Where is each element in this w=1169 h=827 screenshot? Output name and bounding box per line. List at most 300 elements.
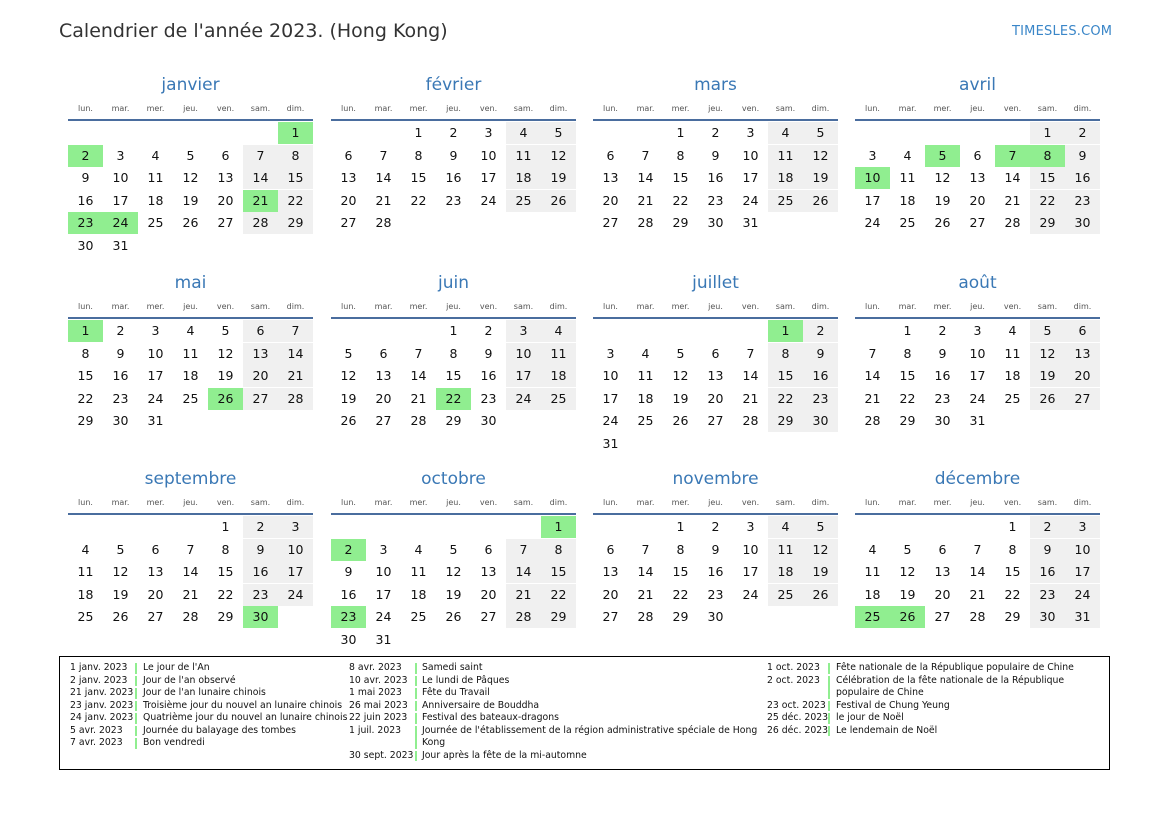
day-cell: 14 xyxy=(742,368,759,383)
day-cell: 9 xyxy=(711,147,720,163)
legend-date: 2 janv. 2023 xyxy=(70,674,128,686)
day-cell: 17 xyxy=(742,564,759,579)
month-rule xyxy=(331,317,576,319)
day-cell: 21 xyxy=(278,365,313,387)
day-cell: 17 xyxy=(147,368,164,383)
legend-holiday-name: le jour de Noël xyxy=(836,712,904,723)
day-cell: 25 xyxy=(637,413,654,428)
day-cell: 22 xyxy=(1004,586,1021,602)
day-cell: 6 xyxy=(973,147,982,163)
day-cell: 19 xyxy=(803,561,838,583)
legend-marker xyxy=(415,688,417,699)
day-cell: 24 xyxy=(147,390,164,406)
day-cell: 28 xyxy=(243,212,278,234)
weekday-label: sam. xyxy=(513,302,534,311)
day-cell: 31 xyxy=(602,435,619,451)
day-cell: 15 xyxy=(1030,167,1065,189)
day-cell: 24 xyxy=(864,215,881,230)
weekday-label: ven. xyxy=(1003,302,1022,311)
day-cell: 22 xyxy=(410,192,427,208)
day-cell: 5 xyxy=(186,147,195,163)
day-cell: 22 xyxy=(77,390,94,406)
day-cell: 18 xyxy=(768,561,803,583)
day-cell: 19 xyxy=(934,192,951,208)
day-cell: 3 xyxy=(151,323,160,338)
day-cell: 31 xyxy=(147,413,164,428)
weekday-label: sam. xyxy=(775,302,796,311)
weekday-label: sam. xyxy=(1037,498,1058,507)
weekday-label: mer. xyxy=(671,302,690,311)
day-cell: 11 xyxy=(147,170,164,185)
day-cell: 15 xyxy=(672,170,689,185)
weekday-label: mer. xyxy=(671,498,690,507)
legend-date: 1 mai 2023 xyxy=(349,687,402,698)
weekday-label: lun. xyxy=(603,104,618,113)
day-cell: 27 xyxy=(707,413,724,428)
day-cell: 4 xyxy=(186,323,195,338)
day-cell: 24 xyxy=(506,388,541,410)
day-cell: 13 xyxy=(602,564,619,579)
legend-marker xyxy=(135,688,137,699)
day-cell: 8 xyxy=(278,145,313,167)
day-cell: 26 xyxy=(672,413,689,428)
day-cell: 21 xyxy=(637,192,654,208)
day-cell: 31 xyxy=(1065,606,1100,628)
day-cell: 27 xyxy=(375,413,392,428)
day-cell: 30 xyxy=(1030,606,1065,628)
day-cell: 20 xyxy=(1065,365,1100,387)
day-cell: 2 xyxy=(711,519,720,534)
day-cell: 1 xyxy=(414,125,423,140)
month-rule xyxy=(68,317,313,319)
day-cell: 8 xyxy=(1008,541,1017,557)
day-cell: 8 xyxy=(449,345,458,361)
day-cell: 16 xyxy=(445,170,462,185)
day-cell: 7 xyxy=(973,541,982,557)
legend-holiday-name: Le lundi de Pâques xyxy=(422,674,510,686)
day-cell: 15 xyxy=(410,170,427,185)
day-cell: 20 xyxy=(375,390,392,406)
day-cell: 26 xyxy=(1030,388,1065,410)
day-cell: 6 xyxy=(484,541,493,557)
month-title: octobre xyxy=(421,469,486,489)
day-cell: 20 xyxy=(934,586,951,602)
day-cell: 24 xyxy=(742,586,759,602)
day-cell: 18 xyxy=(147,192,164,208)
day-cell: 9 xyxy=(1030,539,1065,561)
day-cell: 22 xyxy=(541,584,576,606)
day-cell: 12 xyxy=(803,539,838,561)
day-cell: 14 xyxy=(637,564,654,579)
legend-holiday-name: Fête du Travail xyxy=(422,687,490,698)
day-cell: 3 xyxy=(116,147,125,163)
day-cell: 5 xyxy=(449,541,458,557)
day-cell: 26 xyxy=(803,584,838,606)
day-cell: 26 xyxy=(445,609,462,624)
day-cell: 21 xyxy=(742,390,759,406)
day-cell: 21 xyxy=(1004,192,1021,208)
day-cell: 29 xyxy=(217,609,234,624)
day-cell: 2 xyxy=(938,323,947,338)
day-cell: 1 xyxy=(903,323,912,338)
day-cell: 11 xyxy=(182,345,199,361)
day-cell: 29 xyxy=(672,609,689,624)
legend-marker xyxy=(415,726,417,749)
day-cell: 15 xyxy=(899,368,916,383)
day-cell: 15 xyxy=(278,167,313,189)
month-title: novembre xyxy=(672,469,759,489)
day-cell: 23 xyxy=(112,390,129,406)
legend-date: 1 oct. 2023 xyxy=(767,662,820,673)
day-cell: 13 xyxy=(1065,343,1100,365)
weekday-label: dim. xyxy=(1073,498,1092,507)
day-cell: 13 xyxy=(340,170,357,185)
weekday-label: sam. xyxy=(775,498,796,507)
day-cell: 29 xyxy=(1030,212,1065,234)
day-cell: 4 xyxy=(768,516,803,538)
day-cell: 22 xyxy=(768,388,803,410)
day-cell: 20 xyxy=(147,586,164,602)
day-cell: 3 xyxy=(746,519,755,534)
day-cell: 1 xyxy=(68,320,103,342)
day-cell: 30 xyxy=(480,413,497,428)
day-cell: 20 xyxy=(217,192,234,208)
day-cell: 2 xyxy=(116,323,125,338)
month-title: août xyxy=(958,273,997,293)
weekday-label: sam. xyxy=(250,302,271,311)
site-link[interactable]: TIMESLES.COM xyxy=(1012,24,1113,39)
legend-date: 22 juin 2023 xyxy=(349,712,408,723)
legend-holiday-name: Célébration de la fête nationale de la République populaire de Chine xyxy=(836,674,1065,698)
weekday-label: lun. xyxy=(865,498,880,507)
day-cell: 22 xyxy=(278,190,313,212)
day-cell: 17 xyxy=(864,192,881,208)
day-cell: 18 xyxy=(77,586,94,602)
day-cell: 12 xyxy=(934,170,951,185)
day-cell: 26 xyxy=(803,190,838,212)
day-cell: 10 xyxy=(855,167,890,189)
day-cell: 17 xyxy=(602,390,619,406)
day-cell: 28 xyxy=(742,413,759,428)
day-cell: 16 xyxy=(1065,167,1100,189)
day-cell: 25 xyxy=(855,606,890,628)
day-cell: 20 xyxy=(602,192,619,208)
legend-date: 2 oct. 2023 xyxy=(767,674,820,686)
weekday-label: mer. xyxy=(146,104,165,113)
day-cell: 5 xyxy=(221,323,230,338)
day-cell: 10 xyxy=(742,541,759,557)
weekday-label: sam. xyxy=(250,104,271,113)
day-cell: 8 xyxy=(541,539,576,561)
legend-holiday-name: Quatrième jour du nouvel an lunaire chinois xyxy=(143,712,348,723)
day-cell: 29 xyxy=(672,215,689,230)
day-cell: 22 xyxy=(672,192,689,208)
day-cell: 15 xyxy=(77,368,94,383)
weekday-label: mer. xyxy=(933,498,952,507)
day-cell: 28 xyxy=(637,215,654,230)
day-cell: 3 xyxy=(606,345,615,361)
day-cell: 7 xyxy=(278,320,313,342)
day-cell: 20 xyxy=(243,365,278,387)
day-cell: 5 xyxy=(116,541,125,557)
day-cell: 6 xyxy=(1065,320,1100,342)
day-cell: 23 xyxy=(1065,190,1100,212)
month-rule xyxy=(855,513,1100,515)
day-cell: 4 xyxy=(641,345,650,361)
day-cell: 24 xyxy=(602,413,619,428)
day-cell: 21 xyxy=(182,586,199,602)
legend-marker xyxy=(135,663,137,674)
legend-marker xyxy=(415,751,417,762)
day-cell: 6 xyxy=(606,147,615,163)
weekday-label: mer. xyxy=(146,498,165,507)
day-cell: 23 xyxy=(934,390,951,406)
weekday-label: mar. xyxy=(111,104,130,113)
day-cell: 8 xyxy=(676,541,685,557)
weekday-label: jeu. xyxy=(446,302,461,311)
day-cell: 2 xyxy=(68,145,103,167)
month-rule xyxy=(331,119,576,121)
weekday-label: sam. xyxy=(1037,302,1058,311)
day-cell: 18 xyxy=(864,586,881,602)
day-cell: 19 xyxy=(899,586,916,602)
day-cell: 13 xyxy=(147,564,164,579)
day-cell: 7 xyxy=(641,147,650,163)
day-cell: 26 xyxy=(208,388,243,410)
weekday-label: jeu. xyxy=(708,498,723,507)
day-cell: 17 xyxy=(969,368,986,383)
day-cell: 8 xyxy=(768,343,803,365)
day-cell: 11 xyxy=(506,145,541,167)
day-cell: 15 xyxy=(217,564,234,579)
day-cell: 29 xyxy=(1004,609,1021,624)
day-cell: 8 xyxy=(903,345,912,361)
day-cell: 3 xyxy=(379,541,388,557)
page-title: Calendrier de l'année 2023. (Hong Kong) xyxy=(59,20,448,42)
day-cell: 7 xyxy=(379,147,388,163)
day-cell: 25 xyxy=(506,190,541,212)
weekday-label: jeu. xyxy=(183,498,198,507)
day-cell: 22 xyxy=(899,390,916,406)
day-cell: 5 xyxy=(676,345,685,361)
day-cell: 18 xyxy=(899,192,916,208)
day-cell: 13 xyxy=(969,170,986,185)
legend-holiday-name: Jour après la fête de la mi-automne xyxy=(422,749,587,761)
legend-date: 7 avr. 2023 xyxy=(70,737,123,748)
day-cell: 20 xyxy=(707,390,724,406)
day-cell: 10 xyxy=(1065,539,1100,561)
weekday-label: lun. xyxy=(865,104,880,113)
day-cell: 2 xyxy=(449,125,458,140)
day-cell: 14 xyxy=(375,170,392,185)
day-cell: 5 xyxy=(903,541,912,557)
day-cell: 16 xyxy=(803,365,838,387)
month-rule xyxy=(593,317,838,319)
day-cell: 24 xyxy=(278,584,313,606)
day-cell: 24 xyxy=(742,192,759,208)
day-cell: 5 xyxy=(803,122,838,144)
day-cell: 16 xyxy=(480,368,497,383)
legend-date: 23 oct. 2023 xyxy=(767,699,826,711)
weekday-label: jeu. xyxy=(708,104,723,113)
day-cell: 28 xyxy=(410,413,427,428)
day-cell: 10 xyxy=(375,564,392,579)
day-cell: 9 xyxy=(116,345,125,361)
legend-holiday-name: Journée de l'établissement de la région administrative spéciale de Hong Kong xyxy=(422,724,758,748)
day-cell: 29 xyxy=(899,413,916,428)
day-cell: 25 xyxy=(768,190,803,212)
day-cell: 17 xyxy=(375,586,392,602)
month-rule xyxy=(68,119,313,121)
month-rule xyxy=(68,513,313,515)
legend-date: 26 mai 2023 xyxy=(349,699,408,711)
day-cell: 30 xyxy=(340,631,357,647)
legend-marker xyxy=(828,663,830,674)
day-cell: 4 xyxy=(903,147,912,163)
day-cell: 10 xyxy=(480,147,497,163)
day-cell: 21 xyxy=(864,390,881,406)
weekday-label: mar. xyxy=(898,498,917,507)
day-cell: 6 xyxy=(379,345,388,361)
weekday-label: ven. xyxy=(1003,498,1022,507)
legend-date: 30 sept. 2023 xyxy=(349,749,414,761)
month-title: juin xyxy=(438,273,469,293)
day-cell: 4 xyxy=(541,320,576,342)
day-cell: 28 xyxy=(278,388,313,410)
legend-holiday-name: Fête nationale de la République populaire de Chine xyxy=(836,662,1074,673)
day-cell: 25 xyxy=(899,215,916,230)
month-rule xyxy=(855,317,1100,319)
weekday-label: jeu. xyxy=(970,104,985,113)
month-title: décembre xyxy=(934,469,1021,489)
day-cell: 13 xyxy=(934,564,951,579)
legend-holiday-name: Festival de Chung Yeung xyxy=(836,699,950,711)
weekday-label: mar. xyxy=(374,302,393,311)
weekday-label: jeu. xyxy=(970,302,985,311)
day-cell: 31 xyxy=(375,631,392,647)
day-cell: 12 xyxy=(112,564,129,579)
legend-date: 23 janv. 2023 xyxy=(70,699,134,711)
day-cell: 6 xyxy=(221,147,230,163)
weekday-label: mer. xyxy=(409,498,428,507)
day-cell: 6 xyxy=(938,541,947,557)
day-cell: 16 xyxy=(934,368,951,383)
weekday-label: sam. xyxy=(513,498,534,507)
weekday-label: ven. xyxy=(1003,104,1022,113)
day-cell: 25 xyxy=(77,609,94,624)
day-cell: 9 xyxy=(243,539,278,561)
legend-date: 21 janv. 2023 xyxy=(70,687,134,698)
day-cell: 13 xyxy=(602,170,619,185)
weekday-label: lun. xyxy=(603,302,618,311)
weekday-label: mar. xyxy=(374,498,393,507)
day-cell: 25 xyxy=(768,584,803,606)
month-title: mars xyxy=(694,75,737,95)
day-cell: 19 xyxy=(112,586,129,602)
weekday-label: mar. xyxy=(636,302,655,311)
day-cell: 2 xyxy=(484,323,493,338)
day-cell: 6 xyxy=(243,320,278,342)
weekday-label: jeu. xyxy=(446,104,461,113)
legend-date: 1 janv. 2023 xyxy=(70,662,128,673)
legend-marker xyxy=(135,701,137,712)
day-cell: 18 xyxy=(768,167,803,189)
weekday-label: lun. xyxy=(78,302,93,311)
day-cell: 5 xyxy=(803,516,838,538)
day-cell: 20 xyxy=(340,192,357,208)
day-cell: 5 xyxy=(344,345,353,361)
day-cell: 15 xyxy=(541,561,576,583)
day-cell: 26 xyxy=(340,413,357,428)
day-cell: 16 xyxy=(77,192,94,208)
day-cell: 18 xyxy=(506,167,541,189)
day-cell: 8 xyxy=(81,345,90,361)
legend-holiday-name: Samedi saint xyxy=(422,662,483,673)
day-cell: 8 xyxy=(676,147,685,163)
day-cell: 7 xyxy=(506,539,541,561)
day-cell: 9 xyxy=(484,345,493,361)
legend-marker xyxy=(135,738,137,749)
day-cell: 23 xyxy=(803,388,838,410)
day-cell: 19 xyxy=(541,167,576,189)
day-cell: 27 xyxy=(602,609,619,624)
day-cell: 5 xyxy=(541,122,576,144)
day-cell: 1 xyxy=(541,516,576,538)
weekday-label: mer. xyxy=(933,104,952,113)
weekday-label: ven. xyxy=(741,104,760,113)
legend-holiday-name: Jour de l'an lunaire chinois xyxy=(143,687,266,698)
day-cell: 12 xyxy=(541,145,576,167)
legend-date: 1 juil. 2023 xyxy=(349,724,402,736)
day-cell: 11 xyxy=(77,564,94,579)
weekday-label: lun. xyxy=(865,302,880,311)
legend-holiday-name: Le jour de l'An xyxy=(143,662,210,673)
day-cell: 12 xyxy=(672,368,689,383)
day-cell: 31 xyxy=(969,413,986,428)
day-cell: 16 xyxy=(707,564,724,579)
weekday-label: dim. xyxy=(549,302,568,311)
day-cell: 18 xyxy=(182,368,199,383)
weekday-label: jeu. xyxy=(183,104,198,113)
day-cell: 2 xyxy=(803,320,838,342)
day-cell: 18 xyxy=(541,365,576,387)
day-cell: 16 xyxy=(1030,561,1065,583)
weekday-label: dim. xyxy=(811,498,830,507)
legend-date: 26 déc. 2023 xyxy=(767,724,829,736)
weekday-label: dim. xyxy=(286,104,305,113)
day-cell: 26 xyxy=(182,215,199,230)
day-cell: 27 xyxy=(243,388,278,410)
weekday-label: dim. xyxy=(811,302,830,311)
day-cell: 13 xyxy=(707,368,724,383)
day-cell: 25 xyxy=(1004,390,1021,406)
legend-marker xyxy=(415,676,417,687)
day-cell: 7 xyxy=(868,345,877,361)
legend-holiday-name: Le lendemain de Noël xyxy=(836,724,938,736)
day-cell: 20 xyxy=(480,586,497,602)
day-cell: 19 xyxy=(340,390,357,406)
day-cell: 12 xyxy=(340,368,357,383)
weekday-label: ven. xyxy=(216,104,235,113)
day-cell: 28 xyxy=(637,609,654,624)
day-cell: 7 xyxy=(746,345,755,361)
day-cell: 27 xyxy=(1065,388,1100,410)
day-cell: 24 xyxy=(375,609,392,624)
day-cell: 14 xyxy=(278,343,313,365)
day-cell: 23 xyxy=(480,390,497,406)
day-cell: 28 xyxy=(969,609,986,624)
day-cell: 18 xyxy=(1004,368,1021,383)
